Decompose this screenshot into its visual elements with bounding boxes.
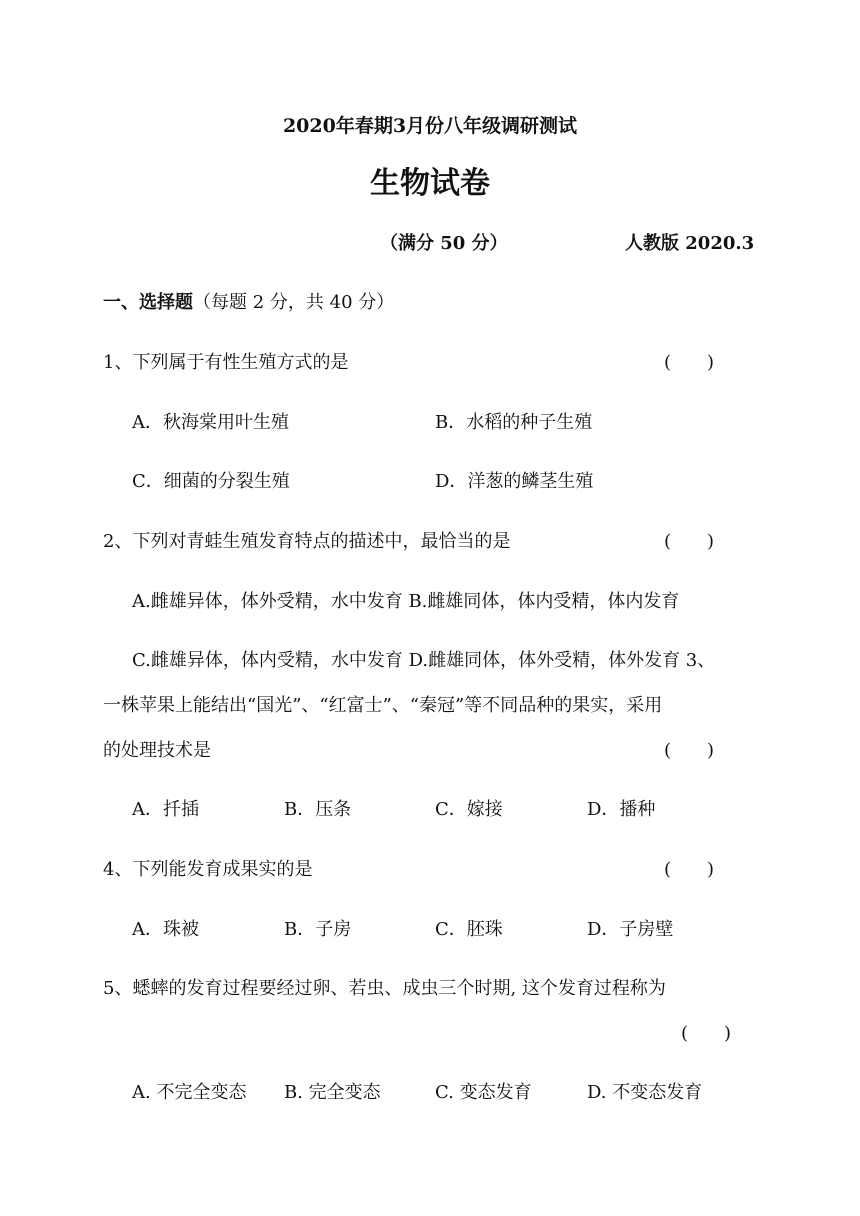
section-heading	[103, 291, 394, 315]
question-4-option-c: C．胚珠	[435, 919, 503, 940]
question-5-option-a: A. 不完全变态	[132, 1082, 247, 1103]
question-2-answer-paren: ( )	[664, 531, 715, 552]
question-4-option-d: D．子房壁	[587, 919, 674, 940]
question-1-stem: 1、下列属于有性生殖方式的是	[103, 352, 349, 373]
question-2-options-cd: C.雌雄异体，体内受精，水中发育 D.雌雄同体，体外受精，体外发育 3、	[132, 650, 716, 671]
question-3-option-c: C．嫁接	[435, 799, 503, 820]
question-3-stem-end: 的处理技术是	[103, 740, 211, 761]
question-3-option-d: D．播种	[587, 799, 656, 820]
question-3-option-a: A．扦插	[132, 799, 199, 820]
question-5-answer-paren: ( )	[681, 1023, 732, 1044]
question-1-option-a: A．秋海棠用叶生殖	[132, 412, 289, 433]
question-1-option-c: C．细菌的分裂生殖	[132, 471, 290, 492]
question-4-answer-paren: ( )	[664, 859, 715, 880]
question-3-answer-paren: ( )	[664, 740, 715, 761]
section-title: 一、选择题	[103, 292, 193, 313]
question-5-stem: 5、蟋蟀的发育过程要经过卵、若虫、成虫三个时期, 这个发育过程称为	[103, 978, 666, 999]
exam-title: 2020年春期3月份八年级调研测试	[282, 115, 578, 137]
question-4-option-a: A．珠被	[132, 919, 199, 940]
question-5-option-d: D. 不变态发育	[587, 1082, 703, 1103]
question-3-stem-line: 一株苹果上能结出“国光”、“红富士”、“秦冠”等不同品种的果实，采用	[103, 695, 663, 716]
question-3-option-b: B．压条	[284, 799, 352, 820]
full-score: （满分 50 分）	[380, 233, 508, 254]
section-note: （每题 2 分，共 40 分）	[193, 292, 395, 313]
question-1-option-d: D．洋葱的鳞茎生殖	[435, 471, 594, 492]
question-5-option-c: C. 变态发育	[435, 1082, 532, 1103]
question-1-answer-paren: ( )	[664, 352, 715, 373]
question-4-option-b: B．子房	[284, 919, 352, 940]
question-2-stem: 2、下列对青蛙生殖发育特点的描述中，最恰当的是	[103, 531, 511, 552]
question-4-stem: 4、下列能发育成果实的是	[103, 859, 313, 880]
question-2-options-ab: A.雌雄异体，体外受精，水中发育 B.雌雄同体，体内受精，体内发育	[132, 591, 680, 612]
question-5-option-b: B. 完全变态	[284, 1082, 381, 1103]
edition: 人教版 2020.3	[625, 233, 755, 254]
question-1-option-b: B．水稻的种子生殖	[435, 412, 593, 433]
subject-title: 生物试卷	[370, 166, 490, 201]
